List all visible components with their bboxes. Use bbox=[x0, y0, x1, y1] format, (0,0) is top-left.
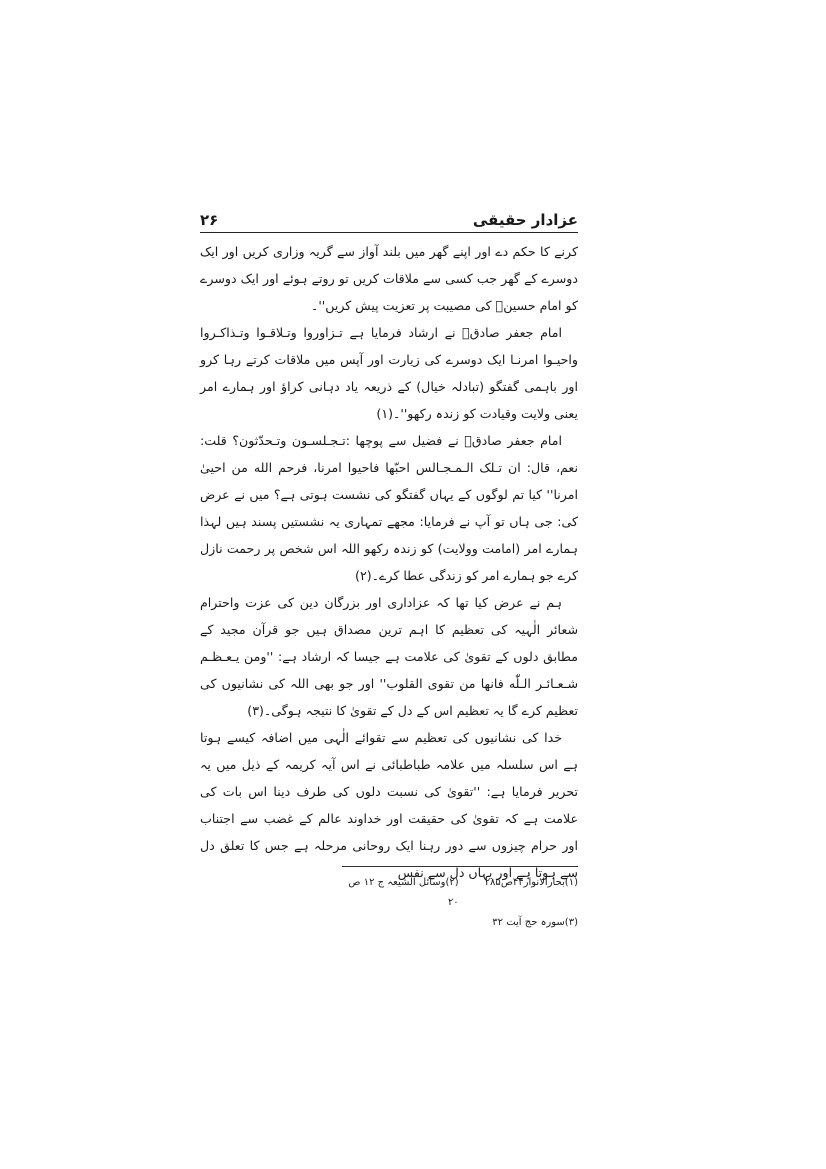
body-text bbox=[200, 238, 578, 886]
paragraph: خدا کی نشانیوں کی تعظیم سے تقوائے الٰہی میں اضافہ کیسے ہوتا ہے اس سلسلہ میں علامہ طباطبائی نے اس آیہ کریمہ کے ذیل میں یہ تحریر فرمایا ہے: ''تقویٰ کی نسبت دلوں کی طرف دینا اس بات کی علامت ہے کہ تقویٰ کی حقیقت اور خداوند عالم کے غضب سے اجتناب اور حرام چیزوں سے دور رہنا ایک روحانی مرحلہ ہے جس کا تعلق دل سے ہوتا ہے اور یہاں دل سے نفس bbox=[200, 730, 578, 880]
running-title: عزادار حقیقی bbox=[472, 211, 578, 229]
footnote-1: (۱)بحارالانوار۴۴ص۲۸۵ bbox=[484, 877, 578, 888]
footnote-row bbox=[342, 873, 578, 913]
footnote-divider bbox=[342, 866, 578, 867]
footnotes bbox=[342, 873, 578, 933]
paragraph: کرنے کا حکم دے اور اپنے گھر میں بلند آواز سے گریہ وزاری کریں اور ایک دوسرے کے گھر جب کسی سے ملاقات کریں تو روتے ہوئے اور ایک دوسرے کو امام حسینؑ کی مصیبت پر تعزیت پیش کریں''۔ bbox=[200, 244, 578, 313]
footnote-row bbox=[342, 913, 578, 933]
paragraph: ہم نے عرض کیا تھا کہ عزاداری اور بزرگان دین کی عزت واحترام شعائر الٰہیہ کی تعظیم کا اہم ترین مصداق ہیں جو قرآن مجید کے مطابق دلوں کے تقویٰ کی علامت ہے جیسا کہ ارشاد ہے: ''ومن يـعـظـم شـعـائـر الـلّٰه فانها من تقوى القلوب'' اور جو بھی اللہ کی نشانیوں کی تعظیم کرے گا یہ تعظیم اس کے دل کے تقویٰ کا نتیجہ ہوگی۔(۳) bbox=[200, 595, 578, 718]
footnote-2: (۲)وسائل الشیعہ ج ۱۲ ص ۲۰ bbox=[348, 877, 459, 908]
page-number: ۲۶ bbox=[200, 211, 219, 229]
paragraph: امام جعفر صادقؑ نے فضیل سے پوچھا :تـجـلسـون وتـحدّثون؟ قلت: نعم، قال: ان تـلک الـمـجـالس احبّها فاحيوا امرنا، فرحم الله من احيیٰ امرنا'' کیا تم لوگوں کے یہاں گفتگو کی نشست ہوتی ہے؟ میں نے عرض کی: جی ہاں تو آپ نے فرمایا: مجھے تمہاری یہ نشستیں پسند ہیں لہذا ہمارے امر (امامت وولایت) کو زندہ رکھو اللہ اس شخص پر رحمت نازل کرے جو ہمارے امر کو زندگی عطا کرے۔(۲) bbox=[200, 433, 578, 583]
paragraph: امام جعفر صادقؑ نے ارشاد فرمایا ہے تـزاوروا وتـلاقـوا وتـذاكـروا واحيـوا امرنـا ایک دوسرے کی زیارت اور آپس میں ملاقات کرتے رہا کرو اور باہمی گفتگو (تبادلہ خیال) کے ذریعہ یاد دہانی کراؤ اور ہمارے امر یعنی ولایت وقیادت کو زندہ رکھو''۔(۱) bbox=[200, 325, 578, 421]
header-divider bbox=[200, 232, 578, 233]
page-header bbox=[200, 203, 578, 229]
footnote-3: (۳)سورہ حج آیت ۳۲ bbox=[492, 917, 578, 928]
